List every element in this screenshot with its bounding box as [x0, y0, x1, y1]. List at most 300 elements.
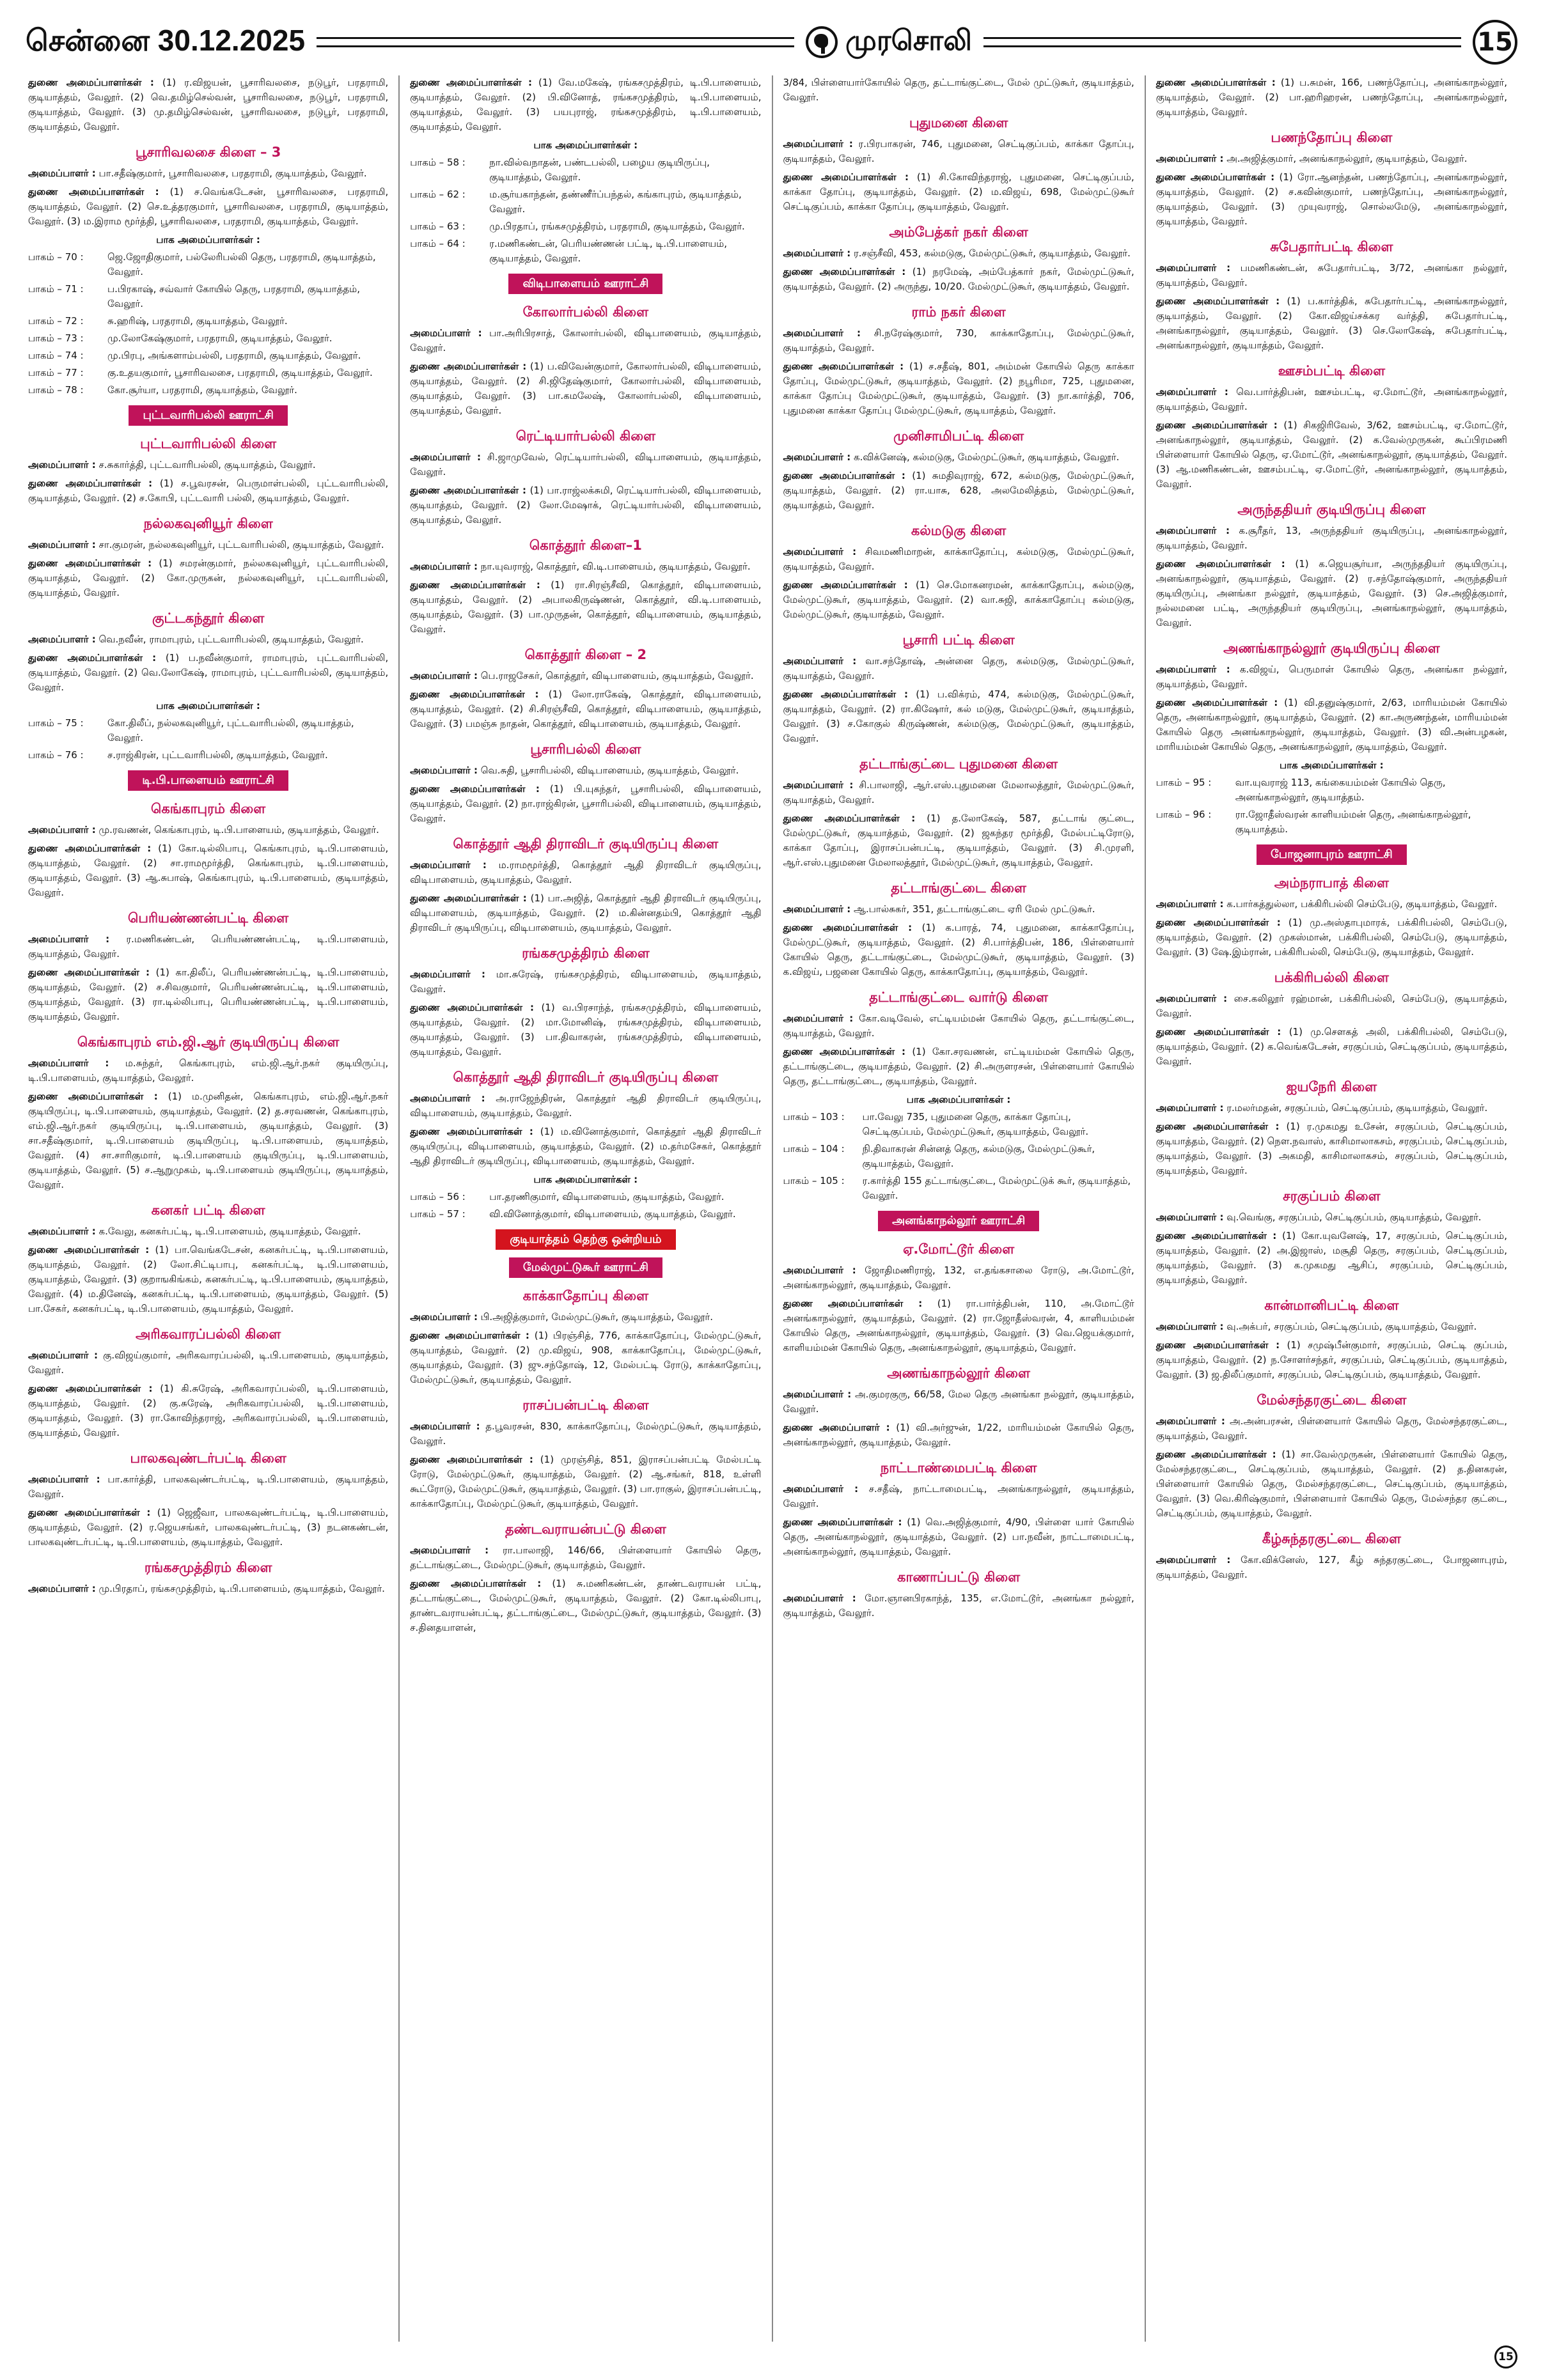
branch-heading: தட்டாங்குட்டை வார்டு கிளை [869, 990, 1048, 1005]
member-paragraph [28, 1505, 388, 1550]
member-names: (1) சுமதிவுராஜ், 672, கல்மடுகு, மேல்முட்டுகூர், குடியாத்தம், வேலூர். (2) ரா.யாசு, 628, அலமேலித்தம், மேல்முட்டுகூர், குடியாத்தம், வேலூர். [783, 470, 1134, 511]
booth-details: வி.வினோத்குமார், விடிபாளையம், குடியாத்தம், வேலூர். [489, 1208, 736, 1220]
member-paragraph [28, 841, 388, 900]
section-subheading: பாக அமைப்பாளர்கள் : [533, 1174, 638, 1185]
role-label: துணை அமைப்பாளர்கள் : [1155, 558, 1285, 570]
member-paragraph [1156, 1447, 1507, 1521]
member-paragraph [410, 1310, 761, 1325]
role-label: அமைப்பாளர் : [783, 1264, 856, 1276]
member-names: (1) ப.நவீன்குமார், ராமாபுரம், புட்டவாரிபல்லி, குடியாத்தம், வேலூர். (2) வெ.லோகேஷ், ராமாபுரம், புட்டவாரிபல்லி, குடியாத்தம், வேலூர். [28, 652, 389, 693]
member-paragraph [28, 823, 388, 837]
member-names: (1) ரா.சிரஞ்சீவி, கொத்தூர், விடிபாளையம், குடியாத்தம், வேலூர். (2) அபாலகிருஷ்ணன், கொத்தூர், வி.டி.பாளையம், குடியாத்தம், வேலூர். (3) பா.முருதன், கொத்தூர், விடிபாளையம், குடியாத்தம், வேலூர். [410, 579, 762, 635]
role-label: அமைப்பாளர் : [1155, 1554, 1231, 1566]
booth-entry [410, 1190, 761, 1204]
branch-heading: தட்டாங்குட்டை கிளை [891, 880, 1026, 896]
member-names: கு.விஜய்குமார், அரிகவாரப்பல்லி, டி.பி.பாளையம், குடியாத்தம், வேலூர். [28, 1349, 389, 1376]
booth-details: ர.மணிகண்டன், பெரியண்ணன் பட்டி, டி.பி.பாளையம், குடியாத்தம், வேலூர். [489, 238, 727, 264]
booth-number: பாகம் – 63 : [410, 221, 466, 232]
branch-heading: பக்கிரிபல்லி கிளை [1274, 970, 1389, 985]
booth-details: மு.லோகேஷ்குமார், பரதராமி, குடியாத்தம், வேலூர். [107, 332, 333, 344]
booth-number: பாகம் – 96 : [1155, 809, 1212, 820]
section-subheading: பாக அமைப்பாளர்கள் : [533, 139, 638, 151]
member-paragraph [410, 326, 761, 355]
member-paragraph [410, 1124, 761, 1169]
branch-heading: அம்பேத்கர் நகர் கிளை [889, 224, 1028, 240]
member-paragraph [28, 1243, 388, 1316]
booth-number: பாகம் – 73 : [28, 332, 84, 344]
role-label: துணை அமைப்பாளர்கள் : [1155, 1121, 1280, 1132]
panchayat-banner: அனங்காநல்லூர் ஊராட்சி [878, 1211, 1039, 1231]
role-label: அமைப்பாளர் : [410, 1544, 489, 1556]
member-names: (1) சு.மணிகண்டன், தாண்டவராயன் பட்டி, தட்டாங்குட்டை, மேல்முட்டுகூர், குடியாத்தம், வேலூர். (2) கோ.டில்லிபாபு, தாண்டவராயன்பட்டி, தட்டாங்குட்டை, மேல்முட்டுகூர், குடியாத்தம், வேலூர். (3) ச.தினதயாளன், [410, 1578, 762, 1633]
member-names: (1) கோ.சரவணன், எட்டியம்மன் கோயில் தெரு, தட்டாங்குட்டை, குடியாத்தம், வேலூர். (2) சி.அருளரசன், பிள்ளையார் கோயில் தெரு, தட்டாங்குட்டை, குடியாத்தம், வேலூர். [783, 1046, 1134, 1087]
role-label: துணை அமைப்பாளர்கள் : [783, 1298, 923, 1309]
booth-details: ச.ராஜ்கிரன், புட்டவாரிபல்லி, குடியாத்தம், வேலூர். [107, 749, 328, 761]
member-paragraph [1156, 696, 1507, 754]
member-names: (1) க.ஜெயசூர்யா, அருந்ததியர் குடியிருப்பு, அனங்காநல்லூர், குடியாத்தம், வேலூர். (2) ர.சந்தோஷ்குமார், அருந்ததியர் குடியிருப்பு, அனங்கா நல்லூர், குடியாத்தம், வேலூர். (3) செ.அஜித்குமார், நல்லமனை பட்டி, அருந்ததியர் குடியிருப்பு, அனங்காநல்லூர், குடியாத்தம், வேலூர். [1155, 558, 1507, 628]
role-label: துணை அமைப்பாளர்கள் : [28, 652, 157, 664]
role-label: துணை அமைப்பாளர்கள் : [28, 1091, 158, 1102]
member-names: கோ.விக்னேஸ், 127, கீழ் சுந்தரகுட்டை, போஜனாபுரம், குடியாத்தம், வேலூர். [1155, 1554, 1507, 1580]
panchayat-banner: புட்டவாரிபல்லி ஊராட்சி [129, 405, 287, 426]
branch-heading: பூசாரிபல்லி கிளை [530, 742, 641, 757]
role-label: துணை அமைப்பாளர்கள் : [410, 892, 527, 904]
booth-details: ஜெ.ஜோதிகுமார், பல்லேரிபல்லி தெரு, பரதராமி, குடியாத்தம், வேலூர். [107, 251, 376, 277]
role-label: அமைப்பாளர் : [410, 1420, 480, 1432]
member-names: (1) பா.ராஜ்லக்சுமி, ரெட்டியார்பல்லி, விடிபாளையம், குடியாத்தம், வேலூர். (2) லோ.மேஷாக், ரெட்டியார்பல்லி, விடிபாளையம், குடியாத்தம், வேலூர். [410, 485, 762, 525]
member-paragraph [1156, 524, 1507, 553]
member-names: (1) வ.பிரசாந்த், ரங்கசமுத்திரம், விடிபாளையம், குடியாத்தம், வேலூர். (2) மா.மோனிஷ், ரங்கசமுத்திரம், விடிபாளையம், குடியாத்தம், வேலூர். (3) பா.திவாகரன், ரங்கசமுத்திரம், விடிபாளையம், குடியாத்தம், வேலூர். [410, 1002, 762, 1057]
member-paragraph [410, 1576, 761, 1635]
role-label: அமைப்பாளர் : [28, 1474, 100, 1485]
member-names: ர.சஞ்சீவி, 453, கல்மடுகு, மேல்முட்டுகூர், குடியாத்தம், வேலூர். [853, 247, 1131, 259]
branch-heading: தண்டவராயன்பட்டு கிளை [505, 1521, 666, 1537]
branch-heading: ரங்கசமுத்திரம் கிளை [522, 945, 650, 961]
booth-number: பாகம் – 77 : [28, 367, 84, 378]
member-paragraph [410, 1419, 761, 1449]
member-paragraph [410, 687, 761, 731]
role-label: அமைப்பாளர் : [28, 933, 110, 945]
member-paragraph [1156, 1553, 1507, 1582]
role-label: துணை அமைப்பாளர்கள் : [1155, 917, 1281, 928]
member-paragraph [410, 559, 761, 574]
role-label: அமைப்பாளர் : [28, 539, 96, 550]
member-names: (1) ம.வினோத்குமார், கொத்தூர் ஆதி திராவிடர் குடியிருப்பு, விடிபாளையம், குடியாத்தம், வேலூர். (2) ம.தர்மசேகர், கொத்தூர் ஆதி திராவிடர் குடியிருப்பு, விடிபாளையம், குடியாத்தம், வேலூர். [410, 1126, 762, 1167]
branch-heading: அருந்ததியர் குடியிருப்பு கிளை [1237, 502, 1426, 517]
role-label: துணை அமைப்பாளர்கள் : [28, 1383, 153, 1394]
member-names: (1) கா.திலீப், பெரியண்ணன்பட்டி, டி.பி.பாளையம், குடியாத்தம், வேலூர். (2) ச.சிவகுமார், பெரியண்ணன்பட்டி, டி.பி.பாளையம், குடியாத்தம், வேலூர். (3) ரா.டில்லிபாபு, பெரியண்ணன்பட்டி, டி.பி.பாளையம், குடியாத்தம், வேலூர். [28, 967, 389, 1022]
member-names: (1) த.லோகேஷ், 587, தட்டாங் குட்டை, மேல்முட்டுகூர், குடியாத்தம், வேலூர். (2) ஜகந்தர மூர்த்தி, மேல்பட்டிரோடு, காக்கா தோப்பு, இராசப்பன்பட்டி, குடியாத்தம், வேலூர். (3) சி.முரளி, ஆர்.எஸ்.புதுமனை மேலாலத்தூர், மேல்முட்டுகூர், குடியாத்தம், வேலூர். [783, 813, 1134, 868]
page-number-badge: 15 [1473, 20, 1517, 65]
booth-number: பாகம் – 105 : [783, 1175, 845, 1186]
role-label: துணை அமைப்பாளர்கள் : [783, 266, 906, 277]
branch-heading: காணாப்பட்டு கிளை [897, 1569, 1021, 1585]
member-names: ர.பிரபாகரன், 746, புதுமனை, செட்டிகுப்பம், காக்கா தோப்பு, குடியாத்தம், வேலூர். [783, 138, 1134, 164]
booth-details: மு.பிரபு, அங்களாம்பல்லி, பரதராமி, குடியாத்தம், வேலூர். [107, 350, 361, 361]
member-names: (1) சமரன்குமார், நல்லகவுனியூர், புட்டவாரிபல்லி, குடியாத்தம், வேலூர். (2) கோ.முருகன், நல்லகவுனியூர், புட்டவாரிபல்லி, குடியாத்தம், வேலூர். [28, 557, 389, 598]
masthead-rule-left [317, 37, 794, 47]
role-label: துணை அமைப்பாளர்கள் : [783, 579, 908, 591]
member-names: (1) பிரஞ்சித், 776, காக்காதோப்பு, மேல்முட்டுகூர், குடியாத்தம், வேலூர். (2) மு.விஜய், 908, காக்காதோப்பு, மேல்முட்டுகூர், குடியாத்தம், வேலூர். (3) ஜு.சந்தோஷ், 12, மேல்பட்டி ரோடு, காக்காதோப்பு, மேல்முட்டுகூர், குடியாத்தம், வேலூர். [410, 1330, 762, 1385]
member-paragraph [1156, 170, 1507, 229]
member-names: (1) முரஞ்சித், 851, இராசப்பன்பட்டி மேல்பட்டி ரோடு, மேல்முட்டுகூர், குடியாத்தம், வேலூர். (2) ஆ.சங்கர், 818, உள்ளி கூட்ரோடு, மேல்முட்டுகூர், குடியாத்தம், வேலூர். (3) பா.ராகுல், இராசப்பன்பட்டி, காக்காதோப்பு, மேல்முட்டுகூர், குடியாத்தம், வேலூர். [410, 1454, 762, 1509]
role-label: அமைப்பாளர் : [783, 327, 861, 339]
booth-entry [28, 348, 388, 363]
role-label: அமைப்பாளர் : [1155, 664, 1230, 675]
booth-entry [28, 250, 388, 279]
role-label: அமைப்பாளர் : [410, 1311, 478, 1323]
role-label: அமைப்பாளர் : [783, 655, 857, 667]
member-paragraph [783, 326, 1134, 355]
booth-details: கோ.சூர்யா, பரதராமி, குடியாத்தம், வேலூர். [107, 384, 297, 396]
member-names: வு.வெங்கு, சரகுப்பம், செட்டிகுப்பம், குடியாத்தம், வேலூர். [1226, 1211, 1482, 1223]
member-names: வெ.சுதி, பூசாரிபல்லி, விடிபாளையம், குடியாத்தம், வேலூர். [480, 765, 739, 776]
branch-heading: சரகுப்பம் கிளை [1283, 1188, 1381, 1204]
booth-entry [410, 187, 761, 217]
member-names: சிவமணிமாறன், காக்காதோப்பு, கல்மடுகு, மேல்முட்டுகூர், குடியாத்தம், வேலூர். [783, 546, 1134, 572]
member-paragraph [1156, 1229, 1507, 1287]
role-label: துணை அமைப்பாளர்கள் : [28, 843, 152, 854]
member-paragraph [1156, 418, 1507, 492]
branch-heading: கோலார்பல்லி கிளை [522, 304, 649, 320]
member-paragraph [410, 669, 761, 683]
role-label: துணை அமைப்பாளர்கள் : [28, 1244, 150, 1256]
booth-entry [28, 383, 388, 398]
branch-heading: பணந்தோப்பு கிளை [1271, 130, 1393, 145]
member-names: க.பார்கத்துல்லா, பக்கிரிபல்லி செம்பேடு, குடியாத்தம், வேலூர். [1226, 898, 1498, 910]
branch-heading: அரிகவாரப்பல்லி கிளை [136, 1326, 281, 1342]
member-paragraph [410, 1000, 761, 1059]
member-names: (1) ச.பூவரசன், பெருமாள்பல்லி, புட்டவாரிபல்லி, குடியாத்தம், வேலூர். (2) ச.கோபி, புட்டவாரி பல்லி, குடியாத்தம், வேலூர். [28, 478, 389, 504]
member-names: சி.நரேஷ்குமார், 730, காக்காதோப்பு, மேல்முட்டுகூர், குடியாத்தம், வேலூர். [783, 327, 1134, 354]
role-label: அமைப்பாளர் : [1155, 1415, 1225, 1427]
branch-heading: கெங்காபுரம் எம்.ஜி.ஆர் குடியிருப்பு கிளை [77, 1034, 340, 1050]
section-subheading: பாக அமைப்பாளர்கள் : [156, 234, 260, 245]
branch-heading: கீழ்சுந்தரகுட்டை கிளை [1262, 1531, 1401, 1546]
booth-entry [28, 748, 388, 763]
member-names: (1) ரோ.ஆனந்தன், பணந்தோப்பு, அனங்காநல்லூர், குடியாத்தம், வேலூர். (2) ச.கவின்குமார், பணந்தோப்பு, அனங்காநல்லூர், குடியாத்தம், வேலூர். (3) முயுவராஜ், சொல்லமேடு, அனங்காநல்லூர், குடியாத்தம், வேலூர். [1155, 171, 1507, 227]
branch-heading: கான்மானிபட்டி கிளை [1264, 1298, 1399, 1313]
member-names: அ.அஜித்குமார், அனங்காநல்லூர், குடியாத்தம், வேலூர். [1226, 153, 1468, 164]
branch-heading: பாலகவுண்டர்பட்டி கிளை [130, 1451, 286, 1466]
member-paragraph [28, 1582, 388, 1596]
member-names: க.விக்னேஷ், கல்மடுகு, மேல்முட்டுகூர், குடியாத்தம், வேலூர். [853, 451, 1120, 463]
member-paragraph [783, 1591, 1134, 1621]
branch-heading: அம்நராபாத் கிளை [1274, 875, 1389, 891]
member-paragraph [1156, 261, 1507, 290]
member-names: சி.ஜாமுவேல், ரெட்டியார்பல்லி, விடிபாளையம், குடியாத்தம், வேலூர். [410, 451, 762, 478]
member-names: த.பூவரசன், 830, காக்காதோப்பு, மேல்முட்டுகூர், குடியாத்தம், வேலூர். [410, 1420, 762, 1447]
role-label: துணை அமைப்பாளர்கள் : [1155, 1230, 1277, 1241]
role-label: துணை அமைப்பாளர்கள் : [1155, 419, 1278, 431]
member-paragraph [28, 1224, 388, 1239]
member-names: ர.மணிகண்டன், பெரியண்ணன்பட்டி, டி.பி.பாளையம், குடியாத்தம், வேலூர். [28, 933, 389, 960]
booth-number: பாகம் – 76 : [28, 749, 84, 761]
member-names: (1) நரமேஷ், அம்பேத்கார் நகர், மேல்முட்டுகூர், குடியாத்தம், வேலூர். (2) அருந்து, 10/20. மேல்முட்டுகூர், குடியாத்தம், வேலூர். [783, 266, 1134, 292]
member-paragraph [783, 450, 1134, 465]
booth-entry [410, 1207, 761, 1222]
role-label: அமைப்பாளர் : [1155, 1321, 1224, 1332]
member-paragraph [28, 556, 388, 600]
member-names: (1) கி.சுரேஷ், அரிகவாரப்பல்லி, டி.பி.பாளையம், குடியாத்தம், வேலூர். (2) கு.சுரேஷ், அரிகவாரப்பல்லி, டி.பி.பாளையம், குடியாத்தம், வேலூர். (3) ரா.கோவிந்தராஜ், அரிகவாரப்பல்லி, டி.பி.பாளையம், குடியாத்தம், வேலூர். [28, 1383, 389, 1438]
column-2 [398, 75, 771, 2342]
panchayat-banner: மேல்முட்டுகூர் ஊராட்சி [509, 1257, 662, 1278]
member-paragraph [410, 967, 761, 997]
branch-heading: புதுமனை கிளை [909, 115, 1008, 130]
role-label: துணை அமைப்பாளர்கள் : [410, 1002, 534, 1013]
member-paragraph [783, 578, 1134, 622]
panchayat-banner: போஜனாபுரம் ஊராட்சி [1257, 844, 1407, 865]
member-paragraph [783, 1263, 1134, 1293]
role-label: அமைப்பாளர் : [783, 546, 857, 557]
section-subheading: பாக அமைப்பாளர்கள் : [156, 700, 260, 712]
booth-number: பாகம் – 103 : [783, 1111, 845, 1123]
footer-page-number: 15 [1494, 2345, 1517, 2368]
member-paragraph [410, 891, 761, 935]
booth-entry [783, 1142, 1134, 1171]
role-label: அமைப்பாளர் : [783, 451, 851, 463]
member-names: ச.சதீஷ், நாட்டாமைபட்டி, அனங்காநல்லூர், குடியாத்தம், வேலூர். [783, 1483, 1134, 1509]
branch-heading: புட்டவாரிபல்லி கிளை [140, 436, 277, 451]
member-names: (1) மு.அஸ்தாபுமாரக், பக்கிரிபல்லி, செம்பேடு, குடியாத்தம், வேலூர். (2) முகஸ்மான், பக்கிரிபல்லி, செம்பேடு, குடியாத்தம், வேலூர். (3) ஷே.இம்ரான், பக்கிரிபல்லி, செம்பேடு, குடியாத்தம், வேலூர். [1155, 917, 1507, 958]
booth-number: பாகம் – 78 : [28, 384, 84, 396]
member-paragraph [410, 483, 761, 527]
member-names: அ.குமரகுரு, 66/58, மேல தெரு அனங்கா நல்லூர், குடியாத்தம், வேலூர். [783, 1388, 1134, 1415]
member-paragraph [783, 545, 1134, 574]
branch-heading: கெங்காபுரம் கிளை [150, 801, 266, 816]
member-names: மோ.ஞானபிரகாந்த், 135, எ.மோட்டூர், அனங்கா நல்லூர், குடியாத்தம், வேலூர். [783, 1592, 1134, 1619]
role-label: துணை அமைப்பாளர்கள் : [410, 579, 540, 591]
member-paragraph [28, 538, 388, 552]
role-label: துணை அமைப்பாளர்கள் : [410, 783, 540, 795]
booth-entry [28, 331, 388, 346]
member-paragraph [1156, 75, 1507, 120]
member-paragraph [1156, 1319, 1507, 1334]
member-paragraph [783, 265, 1134, 294]
member-paragraph [410, 1543, 761, 1573]
branch-heading: கொத்தூர் கிளை – 2 [524, 647, 647, 662]
booth-details: சு.ஹரிஷ், பரதராமி, குடியாத்தம், வேலூர். [107, 315, 288, 327]
member-names: (1) சிகஜிரிவேல், 3/62, ஊசம்பட்டி, ஏ.மோட்டூர், அனங்காநல்லூர், குடியாத்தம், வேலூர். (2) க.வேல்முருகன், கூப்பிரமணி பிள்ளையார் கோயில் தெரு, ஏ.மோட்டூர், அனங்காநல்லூர், குடியாத்தம், வேலூர். (3) ஆ.மணிகண்டன், ஊசம்பட்டி, ஏ.மோட்டூர், அனங்காநல்லூர், குடியாத்தம், வேலூர். [1155, 419, 1507, 490]
role-label: துணை அமைப்பாளர்கள் : [410, 1330, 529, 1341]
member-names: (1) ப.விவேன்குமார், கோலார்பல்லி, விடிபாளையம், குடியாத்தம், வேலூர். (2) சி.ஜிதேஷ்குமார், கோலார்பல்லி, விடிபாளையம், குடியாத்தம், வேலூர். (3) பா.கமலேஷ், கோலார்பல்லி, விடிபாளையம், குடியாத்தம், வேலூர். [410, 361, 762, 416]
role-label: துணை அமைப்பாளர்கள் : [1155, 1339, 1280, 1351]
member-names: பெ.ராஜசேகர், கொத்தூர், விடிபாளையம், குடியாத்தம், வேலூர். [480, 670, 754, 681]
booth-number: பாகம் – 70 : [28, 251, 84, 263]
role-label: அமைப்பாளர் : [1155, 525, 1230, 536]
member-paragraph [783, 246, 1134, 261]
member-paragraph [1156, 915, 1507, 960]
column-1 [26, 75, 398, 2342]
booth-number: பாகம் – 72 : [28, 315, 84, 327]
member-paragraph [28, 458, 388, 472]
member-names: மு.ரவணன், கெங்காபுரம், டி.பி.பாளையம், குடியாத்தம், வேலூர். [98, 824, 379, 836]
role-label: அமைப்பாளர் : [410, 1093, 485, 1104]
role-label: அமைப்பாளர் : [410, 451, 482, 463]
booth-entry [783, 1174, 1134, 1203]
member-names: பா.அரிபிரசாத், கோலார்பல்லி, விடிபாளையம், குடியாத்தம், வேலூர். [410, 327, 762, 354]
booth-number: பாகம் – 71 : [28, 283, 84, 295]
member-names: (1) ப.கார்த்திக், சுபேதார்பட்டி, அனங்காநல்லூர், குடியாத்தம், வேலூர். (2) கோ.விஜய்சக்கர வர்த்தி, சுபேதார்பட்டி, அனங்காநல்லூர், குடியாத்தம், வேலூர். (3) செ.லோகேஷ், சுபேதார்பட்டி, அனங்காநல்லூர், குடியாத்தம், வேலூர். [1155, 295, 1507, 351]
branch-heading: காக்காதோப்பு கிளை [522, 1288, 649, 1303]
role-label: துணை அமைப்பாளர்கள் : [783, 922, 912, 933]
booth-details: நி.திவாகரன் சின்னத் தெரு, கல்மடுகு, மேல்முட்டுகூர், குடியாத்தம், வேலூர். [862, 1143, 1095, 1169]
role-label: துணை அமைப்பாளர்கள் : [783, 171, 909, 183]
branch-heading: தட்டாங்குட்டை புதுமனை கிளை [859, 756, 1058, 772]
branch-heading: அணங்காநல்லூர் கிளை [887, 1365, 1031, 1381]
role-label: அமைப்பாளர் : [410, 859, 487, 871]
role-label: அமைப்பாளர் : [783, 1388, 852, 1400]
section-subheading: பாக அமைப்பாளர்கள் : [1280, 759, 1384, 771]
member-paragraph [28, 1472, 388, 1502]
member-paragraph [410, 1452, 761, 1511]
member-names: வு.அக்பர், சரகுப்பம், செட்டிகுப்பம், குடியாத்தம், வேலூர். [1226, 1321, 1477, 1332]
member-paragraph [1156, 1025, 1507, 1069]
member-names: (1) ரா.பார்த்திபன், 110, அ.மோட்டூர் அனங்காநல்லூர், குடியாத்தம், வேலூர். (2) ரா.ஜோதீஸ்வரன், 4, காளியம்மன் கோயில் தெரு, அனங்காநல்லூர், குடியாத்தம், வேலூர். (3) வெ.ஜெயக்குமார், காளியம்மன் கோயில் தெரு, அனங்காநல்லூர், குடியாத்தம், வேலூர். [783, 1298, 1134, 1353]
member-names: (1) சமுஷ்பீன்குமார், சரகுப்பம், செட்டி குப்பம், குடியாத்தம், வேலூர். (2) ந.சோளர்சந்தர், சரகுப்பம், செட்டிகுப்பம், குடியாத்தம், வேலூர். (3) ஜ.திலீப்குமார், சரகுப்பம், செட்டிகுப்பம், குடியாத்தம், வேலூர். [1155, 1339, 1507, 1380]
member-paragraph [410, 858, 761, 887]
role-label: துணை அமைப்பாளர்கள் : [410, 1126, 533, 1137]
member-names: (1) வி.தனுஷ்குமார், 2/63, மாரியம்மன் கோயில் தெரு, அனங்காநல்லூர், குடியாத்தம், வேலூர். (2) கா.அருணந்தன், மாரியம்மன் கோயில் தெரு அனங்காநல்லூர், குடியாத்தம், வேலூர். (3) வி.அன்பழகன், மாரியம்மன் கோயில் தெரு, அனங்காநல்லூர், குடியாத்தம், வேலூர். [1155, 697, 1507, 752]
member-names: (1) ச.வெங்கடேசன், பூசாரிவலசை, பரதராமி, குடியாத்தம், வேலூர். (2) செ.உத்தரகுமார், பூசாரிவலசை, பரதராமி, குடியாத்தம், வேலூர். (3) ம.இராம மூர்த்தி, பூசாரிவலசை, பரதராமி, குடியாத்தம், வேலூர். [28, 186, 389, 227]
member-paragraph [410, 763, 761, 778]
booth-entry [410, 155, 761, 185]
branch-heading: ரெட்டியார்பல்லி கிளை [515, 428, 656, 444]
member-paragraph [783, 1515, 1134, 1559]
booth-entry [1156, 807, 1507, 837]
member-names: ம.ராமமூர்த்தி, கொத்தூர் ஆதி திராவிடர் குடியிருப்பு, விடிபாளையம், குடியாத்தம், வேலூர். [410, 859, 762, 885]
member-paragraph [783, 1011, 1134, 1041]
booth-entry [1156, 775, 1507, 805]
role-label: அமைப்பாளர் : [28, 167, 96, 179]
role-label: அமைப்பாளர் : [410, 765, 478, 776]
role-label: துணை அமைப்பாளர்கள் : [1155, 1449, 1276, 1460]
role-label: துணை அமைப்பாளர்கள் : [783, 1046, 905, 1057]
member-names: க.சூரீதர், 13, அருந்ததியர் குடியிருப்பு, அனங்காநல்லூர், குடியாத்தம், வேலூர். [1155, 525, 1507, 551]
branch-heading: கல்மடுகு கிளை [911, 523, 1006, 538]
member-names: மா.சுரேஷ், ரங்கசமுத்திரம், விடிபாளையம், குடியாத்தம், வேலூர். [410, 968, 762, 995]
member-names: ஆ.பால்சுகர், 351, தட்டாங்குட்டை ஏரி மேல் முட்டுகூர். [853, 903, 1095, 915]
member-paragraph [783, 359, 1134, 418]
role-label: துணை அமைப்பாளர்கள் : [783, 688, 908, 700]
member-paragraph [1156, 1210, 1507, 1225]
role-label: அமைப்பாளர் : [783, 1592, 856, 1604]
role-label: அமைப்பாளர் : [783, 1013, 854, 1024]
member-paragraph [28, 75, 388, 134]
member-names: ச.சுகார்த்தி, புட்டவாரிபல்லி, குடியாத்தம், வேலூர். [98, 459, 316, 471]
member-names: (1) பா.வெங்கடேசன், கனகர்பட்டி, டி.பி.பாளையம், குடியாத்தம், வேலூர். (2) லோ.சிட்டிபாபு, கனகர்பட்டி, டி.பி.பாளையம், குடியாத்தம், வேலூர். (3) குறாஙகிங்கம், கனகர்பட்டி, டி.பி.பாளையம், குடியாத்தம், வேலூர். (4) ம.தினேஷ், கனகர்பட்டி, டி.பி.பாளையம், குடியாத்தம், வேலூர். (5) பா.சேகர், கனகர்பட்டி, டி.பி.பாளையம், குடியாத்தம், வேலூர். [28, 1244, 389, 1314]
member-names: அ.அன்பரசன், பிள்ளையார் கோயில் தெரு, மேல்சந்தரகுட்டை, குடியாத்தம், வேலூர். [1155, 1415, 1507, 1442]
booth-details: மு.பிரதாப், ரங்கசமுத்திரம், பரதராமி, குடியாத்தம், வேலூர். [489, 221, 745, 232]
branch-heading: பூசாரி பட்டி கிளை [902, 632, 1015, 648]
member-names: வெ.பார்த்திபன், ஊசம்பட்டி, ஏ.மோட்டூர், அனங்காநல்லூர், குடியாத்தம், வேலூர். [1155, 386, 1507, 412]
booth-details: வா.யுவராஜ் 113, கங்கையம்மன் கோயில் தெரு, அனங்காநல்லூர், குடியாத்தம். [1235, 777, 1446, 803]
role-label: துணை அமைப்பாளர்கள் : [28, 1507, 151, 1518]
role-label: அமைப்பாளர் : [28, 459, 96, 471]
member-names: (1) சி.கோவிந்தராஜ், புதுமனை, செட்டிகுப்பம், காக்கா தோப்பு, குடியாத்தம், வேலூர். (2) ம.விஜய், 698, மேல்முட்டுகூர் செட்டிகுப்பம், காக்கா தோப்பு, குடியாத்தம், வேலூர். [783, 171, 1134, 212]
role-label: துணை அமைப்பாளர்கள் : [410, 1454, 533, 1465]
member-paragraph [28, 651, 388, 695]
role-label: அமைப்பாளர் : [783, 903, 851, 915]
branch-heading: கொத்தூர் ஆதி திராவிடர் குடியிருப்பு கிளை [453, 1069, 719, 1085]
booth-entry [28, 282, 388, 311]
branch-heading: ராசப்பன்பட்டி கிளை [522, 1397, 649, 1413]
booth-details: நா.வில்வநாதன், பண்டபல்லி, பழைய குடியிருப்பு, குடியாத்தம், வேலூர். [489, 157, 710, 183]
role-label: துணை அமைப்பாளர்கள் : [28, 186, 159, 198]
member-paragraph [783, 170, 1134, 214]
booth-details: ம.சூர்யகாந்தன், தண்ணீர்ப்பந்தல், கங்காபுரம், குடியாத்தம், வேலூர். [489, 189, 742, 215]
booth-details: ரா.ஜோதீஸ்வரன் காளியம்மன் தெரு, அனங்காநல்லூர், குடியாத்தம். [1235, 809, 1471, 835]
member-names: வெ.நவீன், ராமாபுரம், புட்டவாரிபல்லி, குடியாத்தம், வேலூர். [98, 634, 364, 645]
member-paragraph [410, 359, 761, 418]
member-paragraph [783, 687, 1134, 746]
booth-number: பாகம் – 57 : [410, 1208, 466, 1220]
member-names: (1) லோ.ராகேஷ், கொத்தூர், விடிபாளையம், குடியாத்தம், வேலூர். (2) சி.சிரஞ்சீவி, கொத்தூர், விடிபாளையம், குடியாத்தம், வேலூர். (3) பமஞ்சு நாதன், கொத்தூர், விடிபாளையம், குடியாத்தம், வேலூர். [410, 688, 762, 729]
member-names: (1) வெ.அஜித்குமார், 4/90, பிள்ளை யார் கோயில் தெரு, அனங்காநல்லூர், குடியாத்தம், வேலூர். (2) பா.நவீன், நாட்டாமைபட்டி, அனங்காநல்லூர், குடியாத்தம், வேலூர். [783, 1516, 1134, 1557]
role-label: துணை அமைப்பாளர்கள் : [783, 470, 905, 481]
member-names: (1) வே.மகேஷ், ரங்கசமுத்திரம், டி.பி.பாளையம், குடியாத்தம், வேலூர். (2) பி.வினோத், ரங்கசமுத்திரம், டி.பி.பாளையம், குடியாத்தம், வேலூர். (3) பயபுராஜ், ரங்கசமுத்திரம், டி.பி.பாளையம், குடியாத்தம், வேலூர். [410, 77, 762, 132]
member-paragraph [410, 782, 761, 826]
role-label: அமைப்பாளர் : [1155, 386, 1228, 398]
branch-heading: நல்லகவுனியூர் கிளை [143, 516, 273, 531]
role-label: அமைப்பாளர் : [28, 1349, 98, 1361]
branch-heading: அணங்காநல்லூர் குடியிருப்பு கிளை [1223, 641, 1440, 656]
role-label: துணை அமைப்பாளர்கள் : [783, 1516, 902, 1528]
role-label: அமைப்பாளர் : [28, 1225, 96, 1237]
member-names: (1) மு.சௌகத் அலி, பக்கிரிபல்லி, செம்பேடு, குடியாத்தம், வேலூர். (2) க.வெங்கடேசன், சரகுப்பம், செட்டிகுப்பம், குடியாத்தம், வேலூர். [1155, 1026, 1507, 1067]
member-names: 3/84, பிள்ளையார்கோயில் தெரு, தட்டாங்குட்டை, மேல் முட்டுகூர், குடியாத்தம், வேலூர். [783, 77, 1134, 103]
role-label: அமைப்பாளர் : [1155, 262, 1231, 274]
booth-entry [28, 716, 388, 745]
role-label: துணை அமைப்பாளர்கள் : [410, 688, 539, 700]
role-label: துணை அமைப்பாளர்கள் : [28, 77, 154, 88]
booth-details: பா.வேலு 735, புதுமனை தெரு, காக்கா தோப்பு, செட்டிகுப்பம், மேல்முட்டுகூர், குடியாத்தம், வேலூர். [862, 1111, 1089, 1137]
member-names: சா.குமரன், நல்லகவுனியூர், புட்டவாரிபல்லி, குடியாத்தம், வேலூர். [98, 539, 384, 550]
booth-entry [410, 219, 761, 234]
member-paragraph [783, 778, 1134, 807]
member-paragraph [783, 1045, 1134, 1089]
member-paragraph [1156, 294, 1507, 353]
member-paragraph [1156, 662, 1507, 692]
member-names: (1) கோ.யுவனேஷ், 17, சரகுப்பம், செட்டிகுப்பம், குடியாத்தம், வேலூர். (2) அ.இஜாஸ், மசூதி தெரு, சரகுப்பம், செட்டிகுப்பம், குடியாத்தம், வேலூர். (3) க.முகமது ஆசிப், சரகுப்பம், செட்டிகுப்பம், குடியாத்தம், வேலூர். [1155, 1230, 1507, 1286]
member-names: ஜோதிமணிராஜ், 132, எ.தங்கசாலை ரோடு, அ.மோட்டூர், அனங்காநல்லூர், குடியாத்தம், வேலூர். [783, 1264, 1134, 1291]
place-date: சென்னை 30.12.2025 [26, 23, 306, 57]
section-subheading: பாக அமைப்பாளர்கள் : [906, 1094, 1011, 1105]
elephant-logo-icon [806, 26, 838, 58]
panchayat-banner: விடிபாளையம் ஊராட்சி [508, 274, 662, 294]
member-paragraph [1156, 1338, 1507, 1382]
role-label: துணை அமைப்பாளர்கள் : [410, 361, 527, 372]
member-names: பமணிகண்டன், சுபேதார்பட்டி, 3/72, அனங்கா நல்லூர், குடியாத்தம், வேலூர். [1155, 262, 1507, 288]
booth-number: பாகம் – 95 : [1155, 777, 1212, 788]
member-names: க.விஜய், பெருமாள் கோயில் தெரு, அனங்கா நல்லூர், குடியாத்தம், வேலூர். [1155, 664, 1507, 690]
member-paragraph [783, 469, 1134, 513]
member-names: பா.சதீஷ்குமார், பூசாரிவலசை, பரதராமி, குடியாத்தம், வேலூர். [98, 167, 367, 179]
booth-details: ப.பிரகாஷ், சவ்வார் கோயில் தெரு, பரதராமி, குடியாத்தம், வேலூர். [107, 283, 360, 309]
role-label: அமைப்பாளர் : [783, 247, 851, 259]
branch-heading: ராம் நகர் கிளை [911, 304, 1006, 320]
member-names: (1) ஜெஜீவா, பாலகவுண்டர்பட்டி, டி.பி.பாளையம், குடியாத்தம், வேலூர். (2) ர.ஜெயசங்கர், பாலகவுண்டர்பட்டி, (3) நடனகண்டன், பாலகவுண்டர்பட்டி, டி.பி.பாளையம், குடியாத்தம், வேலூர். [28, 1507, 389, 1548]
role-label: துணை அமைப்பாளர்கள் : [1155, 295, 1280, 307]
member-names: (1) கோ.டில்லிபாபு, கெங்காபுரம், டி.பி.பாளையம், குடியாத்தம், வேலூர். (2) சா.ராமமூர்த்தி, கெங்காபுரம், டி.பி.பாளையம், குடியாத்தம், வேலூர். (3) ஆ.சுபாஷ், கெங்காபுரம், டி.பி.பாளையம், குடியாத்தம், வேலூர். [28, 843, 389, 898]
member-names: ரா.பாலாஜி, 146/66, பிள்ளையார் கோயில் தெரு, தட்டாங்குட்டை, மேல்முட்டுகூர், குடியாத்தம், வேலூர். [410, 1544, 762, 1571]
member-names: ர.மலர்மதன், சரகுப்பம், செட்டிகுப்பம், குடியாத்தம், வேலூர். [1226, 1102, 1488, 1114]
role-label: அமைப்பாளர் : [1155, 1211, 1224, 1223]
member-paragraph [28, 185, 388, 229]
column-4 [1145, 75, 1517, 2342]
branch-heading: சுபேதார்பட்டி கிளை [1270, 239, 1393, 254]
member-names: க.வேலு, கனகர்பட்டி, டி.பி.பாளையம், குடியாத்தம், வேலூர். [98, 1225, 361, 1237]
